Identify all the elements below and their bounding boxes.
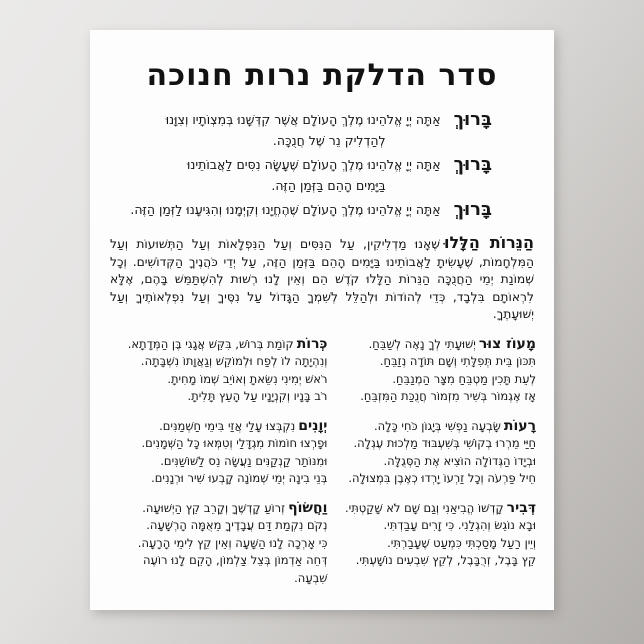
stanza-line: שָׂבְעָה נַפְשִׁי בְּיָגוֹן כֹּחִי כָּלָה. (373, 418, 501, 433)
blessing-lead-word: בָּרוּךְ (453, 109, 492, 130)
stanza-2 (333, 418, 536, 488)
stanza-lead-word: דְּבִיר (506, 499, 536, 516)
stanza-lead-word: וַחֲשׂוֹף (288, 499, 328, 516)
stanza-line: נְקֹם נִקְמַת דַּם עֲבָדֶיךָ מֵאֻמָּה הָרְשָׁעָה. (146, 518, 328, 532)
stanza-line: רֹב בָּנָיו וְקִנְיָנָיו עַל הָעֵץ תָּלִיתָ. (187, 389, 328, 403)
hanerot-body-text: שֶׁאָנוּ מַדְלִיקִין, עַל הַנִּסִּים וְעַל הַנִּפְלָאוֹת וְעַל הַתְּשׁוּעוֹת וְעַל הַמִּלְחָמוֹת, שֶׁעָשִׂיתָ לַאֲבוֹתֵינוּ בַּיָּמִים הָהֵם בַּזְּמַן הַזֶּה, עַל יְדֵי כֹּהֲנֶיךָ הַקְּדוֹשִׁים. וְכָל שְׁמוֹנַת יְמֵי הַחֲנֻכָּה הַנֵּרוֹת הַלָּלוּ קֹדֶשׁ הֵם וְאֵין לָנוּ רְשׁוּת לְהִשְׁתַּמֵּשׁ בָּהֶם, אֶלָּא לִרְאוֹתָם בִּלְבָד, כְּדֵי לְהוֹדוֹת וּלְהַלֵּל לְשִׁמְךָ הַגָּדוֹל עַל נִסֶּיךָ וְעַל נִפְלְאוֹתֶיךָ וְעַל יְשׁוּעָתֶךָ. (110, 237, 534, 321)
blessing-lead-word: בָּרוּךְ (453, 154, 492, 175)
blessing-line: אַתָּה יְיָ אֱלֹהֵינוּ מֶלֶךְ הָעוֹלָם שֶׁהֶחֱיָנוּ וְקִיְּמָנוּ וְהִגִּיעָנוּ לַזְּמַן הַזֶּה. (130, 202, 441, 217)
stanza-line: בְּנֵי בִינָה יְמֵי שְׁמוֹנָה קָבְעוּ שִׁיר וּרְנָנִים. (151, 471, 328, 485)
stanza-3 (333, 500, 536, 570)
blessing-2 (118, 154, 492, 196)
stanza-line: דְּחֵה אַדְמוֹן בְּצֵל צַלְמוֹן, הָקֵם לָנוּ רוֹעֶה שִׁבְעָה. (143, 553, 328, 585)
stanza-line: כִּי אָרְכָה לָנוּ הַשָּׁעָה וְאֵין קֵץ לִימֵי הָרָעָה. (137, 535, 328, 550)
stanza-line: חֵיל פַּרְעֹה וְכָל זַרְעוֹ יָרְדוּ כְאֶבֶן בִּמְצוּלָה. (348, 471, 536, 485)
stanza-line: יְשׁוּעָתִי לְךָ נָאֶה לְשַׁבֵּחַ. (368, 336, 476, 351)
stanza-first-line (108, 336, 327, 354)
stanza-line: וּבְיָדוֹ הַגְּדוֹלָה הוֹצִיא אֶת הַסְּגֻלָּה. (383, 453, 536, 468)
stanza-line: קוֹמַת בְּרוֹשׁ, בִּקֵּשׁ אֲגָגִי בֶּן הַמְּדָתָא. (127, 336, 294, 351)
stanza-6 (108, 500, 327, 588)
blessing-3 (118, 199, 492, 220)
blessing-1 (118, 109, 492, 151)
blessing-lead-word: בָּרוּךְ (453, 199, 492, 220)
maoz-tzur-left-column (108, 336, 327, 600)
maoz-tzur-right-column (333, 336, 536, 600)
stanza-first-line (108, 418, 327, 436)
stanza-line: נִקְבְּצוּ עָלַי אֲזַי בִּימֵי חַשְׁמַנִּים. (159, 418, 296, 433)
stanza-4 (108, 336, 327, 406)
stanza-first-line (333, 418, 536, 436)
stanza-lead-word: רָעוֹת (503, 417, 536, 434)
stanza-line: וְנִהְיָתָה לוֹ לְפַח וּלְמוֹקֵשׁ וְגַאֲוָתוֹ נִשְׁבָּתָה. (140, 354, 328, 368)
blessing-line: אַתָּה יְיָ אֱלֹהֵינוּ מֶלֶךְ הָעוֹלָם שֶׁעָשָׂה נִסִּים לַאֲבוֹתֵינוּ (186, 157, 441, 172)
maoz-tzur-section (108, 336, 536, 600)
stanza-line: לְעֵת תָּכִין מַטְבֵּחַ מִצָּר הַמְנַבֵּחַ. (392, 371, 536, 386)
stanza-line: חַיַּי מֵרְרוּ בְקוֹשִׁי בְּשִׁעְבּוּד מַלְכוּת עֶגְלָה. (353, 436, 536, 450)
chanukah-poster (90, 30, 554, 610)
stanza-1 (333, 336, 536, 406)
blessing-line: לְהַדְלִיק נֵר שֶׁל חֲנֻכָּה. (272, 133, 386, 148)
stanza-5 (108, 418, 327, 488)
stanza-line: קָדְשׁוֹ הֱבִיאַנִי וְגַם שָׁם לֹא שָׁקַטְתִּי. (345, 500, 504, 515)
stanza-line: וְיֵין רַעַל מָסַכְתִּי כִּמְעַט שֶׁעָבַרְתִּי. (387, 535, 536, 550)
stanza-line: וּמִנּוֹתַר קַנְקַנִּים נַעֲשָׂה נֵס לַשּׁוֹשַׁנִּים. (160, 453, 328, 468)
hanerot-lead-words: הַנֵּרוֹת הַלָּלוּ (444, 233, 534, 252)
stanza-line: וּבָא נוֹגֵשׂ וְהִגְלַנִי. כִּי זָרִים עָבַדְתִּי. (383, 518, 536, 532)
stanza-line: תִּכּוֹן בֵּית תְּפִלָּתִי וְשָׁם תּוֹדָה נְזַבֵּחַ. (379, 354, 536, 368)
stanza-first-line (333, 336, 536, 354)
stanza-first-line (108, 500, 327, 518)
stanza-line: זְרוֹעַ קָדְשֶׁךָ וְקָרֵב קֵץ הַיְשׁוּעָה. (142, 500, 286, 515)
blessing-text (118, 199, 441, 220)
stanza-lead-word: יְוָנִים (298, 417, 328, 434)
blessings-section (118, 109, 492, 220)
stanza-line: קֵץ בָּבֶל, זְרֻבָּבֶל, לְקֵץ שִׁבְעִים נוֹשָׁעְתִּי. (355, 553, 536, 567)
hanerot-halalu-paragraph (110, 234, 534, 324)
blessing-line: בַּיָּמִים הָהֵם בַּזְּמַן הַזֶּה. (271, 178, 386, 193)
blessing-line: אַתָּה יְיָ אֱלֹהֵינוּ מֶלֶךְ הָעוֹלָם אֲשֶׁר קִדְּשָׁנוּ בְּמִצְוֹתָיו וְצִוָּנוּ (165, 112, 441, 127)
stanza-lead-word: כְּרוֹת (296, 335, 328, 352)
stanza-lead-word: מָעוֹז צוּר (478, 335, 536, 352)
page-title: סדר הדלקת נרות חנוכה (146, 58, 498, 93)
blessing-text (118, 109, 441, 151)
stanza-line: רֹאשׁ יְמִינִי נִשֵּׂאתָ וְאוֹיֵב שְׁמוֹ מָחִיתָ. (167, 371, 328, 386)
stanza-line: אָז אֶגְמוֹר בְּשִׁיר מִזְמוֹר חֲנֻכַּת הַמִּזְבֵּחַ. (360, 389, 536, 403)
stanza-first-line (333, 500, 536, 518)
stanza-line: וּפָרְצוּ חוֹמוֹת מִגְדָּלַי וְטִמְּאוּ כָּל הַשְּׁמָנִים. (141, 436, 328, 450)
blessing-text (118, 154, 441, 196)
